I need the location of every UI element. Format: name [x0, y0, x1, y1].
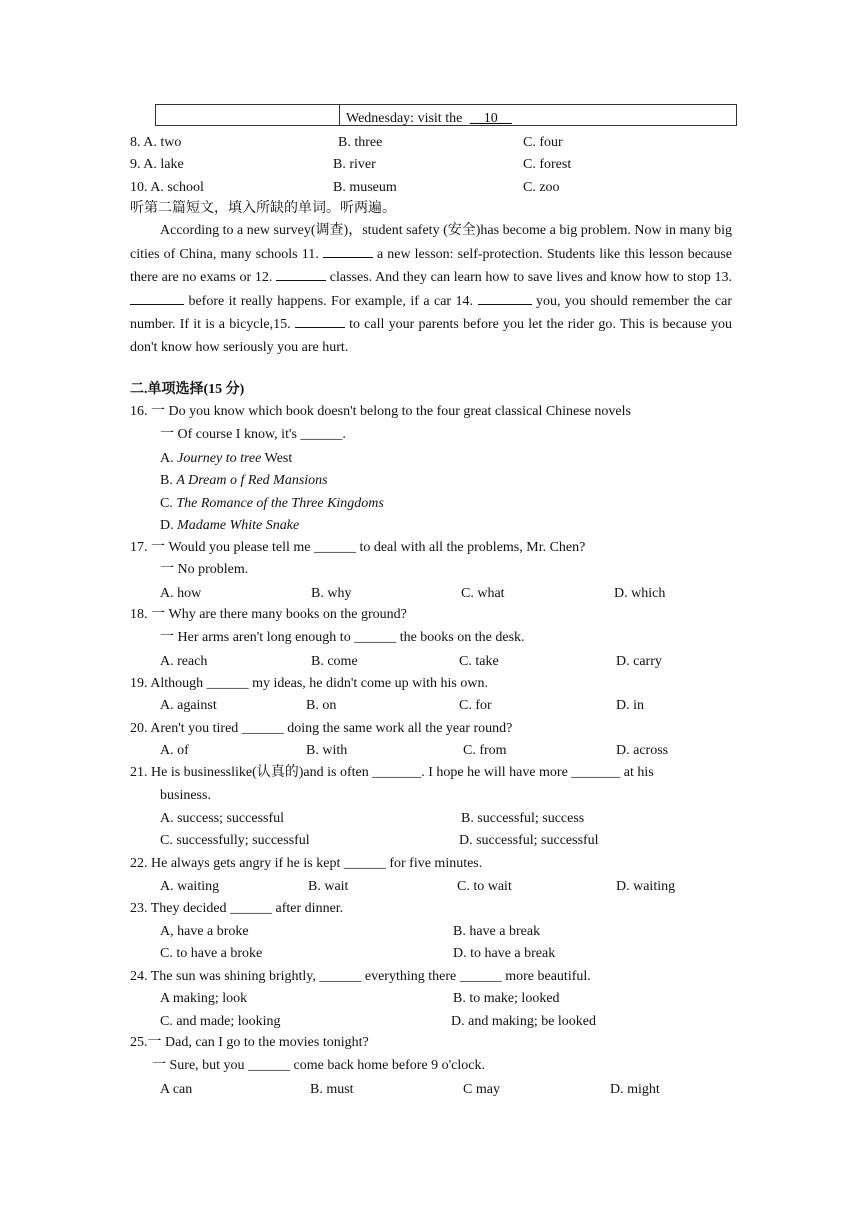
q16-answer-line: 一 Of course I know, it's ______. — [160, 427, 346, 442]
q19-stem: 19. Although ______ my ideas, he didn't come up with his own. — [130, 676, 488, 691]
option-suffix: West — [261, 451, 293, 466]
q16-option-c — [160, 495, 384, 513]
blank-14 — [478, 290, 532, 305]
q21-option-d: D. successful; successful — [459, 833, 599, 848]
section-2-title: 二.单项选择(15 分) — [130, 382, 245, 397]
passage-part-6: to call your parents before you let the rider go. This is because you don't know how seriously you are hurt. — [130, 317, 733, 355]
passage-part-2: a new lesson: self-protection. Students like this lesson because there are no exams or 12. — [130, 246, 733, 286]
option-title: A Dream o f Red Mansions — [176, 473, 328, 488]
q23-option-c: C. to have a broke — [160, 946, 263, 961]
q22-stem: 22. He always gets angry if he is kept ______ for five minutes. — [130, 856, 483, 871]
q17-stem: 17. 一 Would you please tell me ______ to deal with all the problems, Mr. Chen? — [130, 540, 586, 555]
q25-line2: 一 Sure, but you ______ come back home before 9 o'clock. — [152, 1058, 485, 1073]
q18-option-d: D. carry — [616, 654, 662, 669]
blank-13 — [130, 290, 184, 305]
option-title: The Romance of the Three Kingdoms — [176, 496, 384, 511]
q9-option-b: B. river — [333, 157, 376, 172]
q8-option-a: 8. A. two — [130, 135, 182, 150]
q18-stem: 18. 一 Why are there many books on the ground? — [130, 607, 407, 622]
blank-12 — [276, 266, 326, 281]
q23-option-d: D. to have a break — [453, 946, 556, 961]
blank-15 — [295, 313, 345, 328]
q24-option-d: D. and making; be looked — [451, 1014, 597, 1029]
q17-option-c: C. what — [461, 586, 505, 601]
q21-line2: business. — [160, 788, 211, 803]
q18-option-c: C. take — [459, 654, 499, 669]
q10-option-c: C. zoo — [523, 180, 560, 195]
q16-option-a — [160, 450, 292, 468]
q18-option-a: A. reach — [160, 654, 208, 669]
q25-option-b: B. must — [310, 1082, 354, 1097]
q9-option-a: 9. A. lake — [130, 157, 184, 172]
q20-option-a: A. of — [160, 743, 189, 758]
option-letter: D. — [160, 518, 178, 533]
q18-line2: 一 Her arms aren't long enough to ______ the books on the desk. — [160, 630, 525, 645]
q24-option-b: B. to make; looked — [453, 991, 560, 1006]
q21-option-c: C. successfully; successful — [160, 833, 310, 848]
q23-option-b: B. have a break — [453, 924, 541, 939]
q22-option-b: B. wait — [308, 879, 349, 894]
passage — [130, 220, 732, 360]
option-letter: A. — [160, 451, 178, 466]
q19-option-d: D. in — [616, 698, 644, 713]
q16-option-d — [160, 517, 299, 535]
option-title: Journey to tree — [177, 451, 262, 466]
q24-option-a: A making; look — [160, 991, 248, 1006]
q21-option-a: A. success; successful — [160, 811, 285, 826]
q17-option-b: B. why — [311, 586, 352, 601]
q20-option-c: C. from — [463, 743, 507, 758]
q19-option-c: C. for — [459, 698, 492, 713]
table-divider — [339, 105, 340, 125]
q23-option-a: A, have a broke — [160, 924, 249, 939]
table-cell-text: Wednesday: visit the — [346, 111, 463, 126]
q8-option-b: B. three — [338, 135, 383, 150]
q20-option-b: B. with — [306, 743, 348, 758]
q20-option-d: D. across — [616, 743, 669, 758]
q10-option-b: B. museum — [333, 180, 397, 195]
q10-option-a: 10. A. school — [130, 180, 204, 195]
blank-11 — [323, 243, 373, 258]
passage-part-5: you, you should remember the car number. If it is a bicycle,15. — [130, 293, 732, 333]
table-cell-wednesday — [346, 110, 512, 128]
q22-option-a: A. waiting — [160, 879, 220, 894]
q17-line2: 一 No problem. — [160, 562, 249, 577]
q16-option-b — [160, 472, 328, 490]
schedule-table-row — [155, 104, 737, 126]
q25-option-a: A can — [160, 1082, 193, 1097]
option-letter: C. — [160, 496, 177, 511]
answer-blank-10: __10__ — [469, 111, 512, 126]
passage-part-3: classes. And they can learn how to save lives and know how to stop 13. — [329, 270, 733, 286]
passage-part-4: before it really happens. For example, if a car 14. — [188, 293, 474, 309]
q22-option-d: D. waiting — [616, 879, 676, 894]
option-title: Madame White Snake — [177, 518, 300, 533]
q20-stem: 20. Aren't you tired ______ doing the same work all the year round? — [130, 721, 513, 736]
q25-option-c: C may — [463, 1082, 500, 1097]
q17-option-d: D. which — [614, 586, 666, 601]
section-instruction: 听第二篇短文，填入所缺的单词。听两遍。 — [130, 201, 396, 216]
q24-option-c: C. and made; looking — [160, 1014, 281, 1029]
option-letter: B. — [160, 473, 177, 488]
q23-stem: 23. They decided ______ after dinner. — [130, 901, 344, 916]
q24-stem: 24. The sun was shining brightly, ______ everything there ______ more beautiful. — [130, 969, 591, 984]
q19-option-b: B. on — [306, 698, 337, 713]
q25-option-d: D. might — [610, 1082, 660, 1097]
q21-stem: 21. He is businesslike(认真的)and is often _______. I hope he will have more _______ at his — [130, 765, 654, 780]
q8-option-c: C. four — [523, 135, 563, 150]
q25-stem: 25.一 Dad, can I go to the movies tonight? — [130, 1035, 369, 1050]
q22-option-c: C. to wait — [457, 879, 512, 894]
q19-option-a: A. against — [160, 698, 217, 713]
q9-option-c: C. forest — [523, 157, 572, 172]
q17-option-a: A. how — [160, 586, 202, 601]
passage-part-1: According to a new survey(调查)，student safety (安全)has become a big problem. Now in many big cities of China, many schools 11. — [130, 223, 732, 262]
q21-option-b: B. successful; success — [461, 811, 585, 826]
q18-option-b: B. come — [311, 654, 358, 669]
q16-stem: 16. 一 Do you know which book doesn't belong to the four great classical Chinese novels — [130, 404, 631, 419]
